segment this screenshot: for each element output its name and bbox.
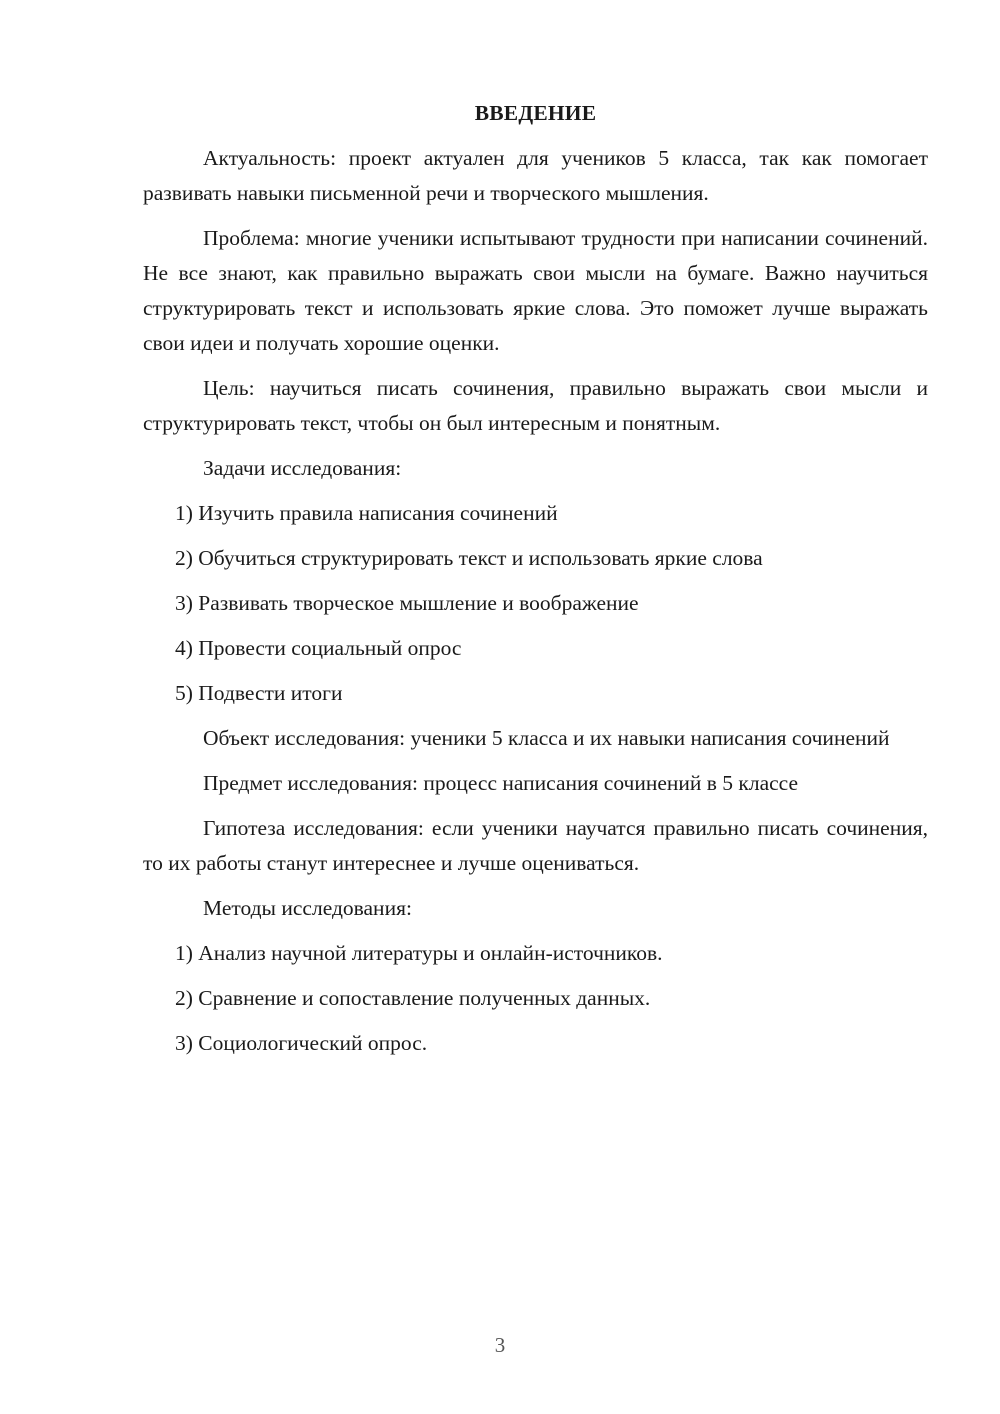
document-body: [143, 96, 928, 1071]
subject-paragraph: Предмет исследования: процесс написания сочинений в 5 классе: [203, 771, 799, 795]
section-title: ВВЕДЕНИЕ: [474, 101, 597, 125]
task-item: 5) Подвести итоги: [175, 681, 343, 705]
method-item: 3) Социологический опрос.: [175, 1031, 428, 1055]
page-number: 3: [494, 1333, 506, 1357]
task-item: 2) Обучиться структурировать текст и использовать яркие слова: [175, 546, 763, 570]
methods-list: [143, 936, 928, 1061]
goal-paragraph: Цель: научиться писать сочинения, правильно выражать свои мысли и структурировать текст, чтобы он был интересным и понятным.: [143, 376, 928, 435]
task-item: 3) Развивать творческое мышление и воображение: [175, 591, 639, 615]
task-item: 1) Изучить правила написания сочинений: [175, 501, 558, 525]
relevance-paragraph: Актуальность: проект актуален для учеников 5 класса, так как помогает развивать навыки письменной речи и творческого мышления.: [143, 146, 928, 205]
method-item: 1) Анализ научной литературы и онлайн-источников.: [175, 941, 663, 965]
task-item: 4) Провести социальный опрос: [175, 636, 462, 660]
method-item: 2) Сравнение и сопоставление полученных данных.: [175, 986, 651, 1010]
tasks-list: [143, 496, 928, 711]
tasks-heading: Задачи исследования:: [203, 456, 402, 480]
hypothesis-paragraph: Гипотеза исследования: если ученики научатся правильно писать сочинения, то их работы станут интереснее и лучше оцениваться.: [143, 816, 928, 875]
object-paragraph: Объект исследования: ученики 5 класса и их навыки написания сочинений: [203, 726, 890, 750]
methods-heading: Методы исследования:: [203, 896, 412, 920]
problem-paragraph: Проблема: многие ученики испытывают трудности при написании сочинений. Не все знают, как правильно выражать свои мысли на бумаге. Важно научиться структурировать текст и использовать яркие слова. Это поможет лучше выражать свои идеи и получать хорошие оценки.: [143, 226, 928, 355]
